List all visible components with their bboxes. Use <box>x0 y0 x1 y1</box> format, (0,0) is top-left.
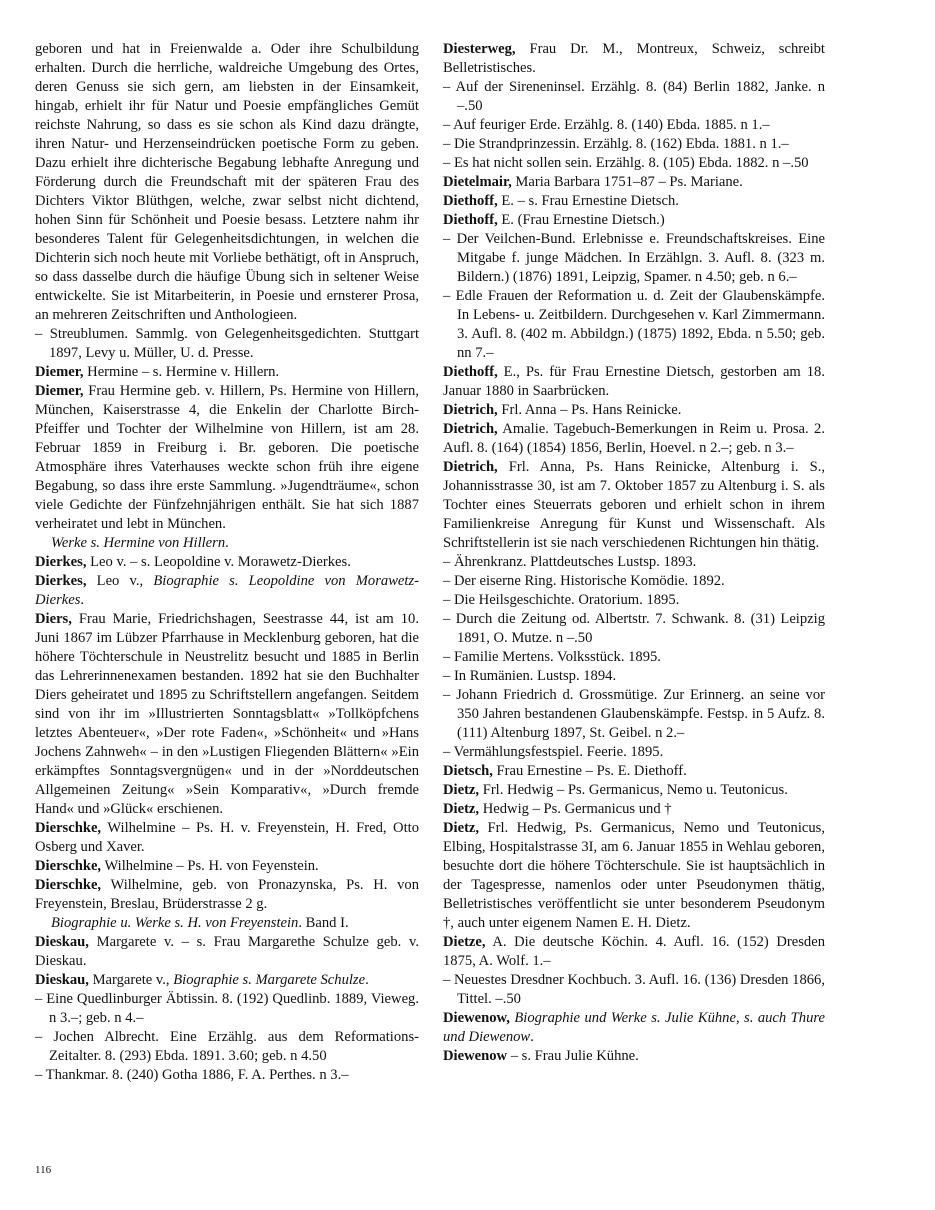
work-listing: – Der Veilchen-Bund. Erlebnisse e. Freundschaftskreises. Eine Mitgabe f. junge Mädchen. In Erzählgn. 3. Aufl. 8. (323 m. Bildern.) (1876) 1891, Leipzig, Spamer. n 4.50; geb. n 6.– <box>443 231 825 285</box>
dictionary-entry: Dierschke, Wilhelmine – Ps. H. v. Freyenstein, H. Fred, Otto Osberg und Xaver. <box>35 820 419 855</box>
dictionary-entry: Diers, Frau Marie, Friedrichshagen, Seestrasse 44, ist am 10. Juni 1867 im Lübzer Pfarrhause in Mecklenburg geboren, hat die höhere Töchterschule in Neustrelitz besucht und 1885 in Berlin das Lehrerinnenexamen bestanden. 1892 hat sie den Buchhalter Diers geheiratet und 1895 zu Schriftstellern angefangen. Seitdem sind von ihr im »Illustrierten Sonntagsblatt« »Tollköpfchens letztes Abenteuer«, »Der rote Faden«, »Schönheit« und »Hans Jochens Zahnweh« – in den »Lustigen Fliegenden Blättern« »Ein erkämpftes Sonntagsvergnügen« und in der »Norddeutschen Allgemeinen Zeitung« »Sein Komparativ«, »Durch fremde Hand« und »Glück« erschienen. <box>35 611 419 817</box>
dictionary-entry: Dieskau, Margarete v., Biographie s. Margarete Schulze. <box>35 972 369 988</box>
dictionary-entry: Dietz, Frl. Hedwig – Ps. Germanicus, Nemo u. Teutonicus. <box>443 782 788 798</box>
dictionary-entry: Dierschke, Wilhelmine, geb. von Pronazynska, Ps. H. von Freyenstein, Breslau, Brüderstrasse 2 g. <box>35 877 419 912</box>
dictionary-entry: Dietrich, Amalie. Tagebuch-Bemerkungen in Reim u. Prosa. 2. Aufl. 8. (164) (1854) 1856, Berlin, Hoevel. n 2.–; geb. n 3.– <box>443 421 825 456</box>
dictionary-entry: Dietsch, Frau Ernestine – Ps. E. Diethoff. <box>443 763 687 779</box>
dictionary-entry: Diewenow – s. Frau Julie Kühne. <box>443 1048 639 1064</box>
dictionary-entry: Dierkes, Leo v. – s. Leopoldine v. Morawetz-Dierkes. <box>35 554 351 570</box>
entry-headword: Dietz, <box>443 801 480 817</box>
dictionary-entry: Diethoff, E. (Frau Ernestine Dietsch.) <box>443 212 665 228</box>
work-listing: – Auf der Sireneninsel. Erzählg. 8. (84) Berlin 1882, Janke. n –.50 <box>443 79 825 114</box>
entry-headword: Dietze, <box>443 934 486 950</box>
entry-headword: Diewenow, <box>443 1010 510 1026</box>
work-listing: – Familie Mertens. Volksstück. 1895. <box>443 649 661 665</box>
entry-headword: Diewenow <box>443 1048 508 1064</box>
entry-headword: Diemer, <box>35 364 84 380</box>
work-listing: – Johann Friedrich d. Grossmütige. Zur Erinnerg. an seine vor 350 Jahren bestandenen Glaubenskämpfe. Festsp. in 5 Aufz. 8. (111) Altenburg 1897, St. Geibel. n 2.– <box>443 687 825 741</box>
work-listing: – Ährenkranz. Plattdeutsches Lustsp. 1893. <box>443 554 697 570</box>
dictionary-entry: Diethoff, E. – s. Frau Ernestine Dietsch. <box>443 193 679 209</box>
dictionary-entry: Diemer, Frau Hermine geb. v. Hillern, Ps. Hermine von Hillern, München, Kaiserstrasse 4, die Enkelin der Charlotte Birch-Pfeiffer und Tochter der Wilhelmine von Hillern, ist am 28. Februar 1859 in Freiburg i. Br. geboren. Die poetische Atmosphäre ihres Vaterhauses weckte schon früh ihre eigene Begabung, so dass ihre erste Sammlung. »Jugendträume«, schon viele Gedichte der Fünfzehnjährigen enthält. Sie hat sich 1887 verheiratet und lebt in München. <box>35 383 419 532</box>
work-listing: – Der eiserne Ring. Historische Komödie. 1892. <box>443 573 725 589</box>
work-listing: – Auf feuriger Erde. Erzählg. 8. (140) Ebda. 1885. n 1.– <box>443 117 770 133</box>
dictionary-entry: Dietrich, Frl. Anna, Ps. Hans Reinicke, Altenburg i. S., Johannisstrasse 30, ist am 7. Oktober 1857 zu Altenburg i. S. als Tochter eines Steuerrats geboren und erhielt schon in ihrem Familienkreise Anregung für Kunst und Wissenschaft. Als Schriftstellerin ist sie nach verschiedenen Richtungen hin thätig. <box>443 459 825 551</box>
work-listing: – In Rumänien. Lustsp. 1894. <box>443 668 617 684</box>
entry-headword: Diethoff, <box>443 193 498 209</box>
entry-headword: Dietz, <box>443 820 480 836</box>
work-listing: – Die Heilsgeschichte. Oratorium. 1895. <box>443 592 680 608</box>
entry-headword: Dietz, <box>443 782 480 798</box>
work-listing: – Neuestes Dresdner Kochbuch. 3. Aufl. 16. (136) Dresden 1866, Tittel. –.50 <box>443 972 825 1007</box>
work-listing: – Vermählungsfestspiel. Feerie. 1895. <box>443 744 664 760</box>
work-listing: – Durch die Zeitung od. Albertstr. 7. Schwank. 8. (31) Leipzig 1891, O. Mutze. n –.50 <box>443 611 825 646</box>
page-number: 116 <box>35 1164 52 1176</box>
entry-headword: Dietrich, <box>443 421 498 437</box>
cross-reference: Biographie u. Werke s. H. von Freyenstein. Band I. <box>51 915 349 931</box>
entry-headword: Diesterweg, <box>443 41 516 57</box>
dictionary-entry: Diemer, Hermine – s. Hermine v. Hillern. <box>35 364 280 380</box>
dictionary-entry: Diewenow, Biographie und Werke s. Julie Kühne, s. auch Thure und Diewenow. <box>443 1010 825 1045</box>
entry-headword: Dierkes, <box>35 573 87 589</box>
entry-headword: Dierkes, <box>35 554 87 570</box>
dictionary-entry: Dietze, A. Die deutsche Köchin. 4. Aufl. 16. (152) Dresden 1875, A. Wolf. 1.– <box>443 934 825 969</box>
work-listing: – Thankmar. 8. (240) Gotha 1886, F. A. Perthes. n 3.– <box>35 1067 349 1083</box>
entry-headword: Dierschke, <box>35 820 102 836</box>
work-listing: – Streublumen. Sammlg. von Gelegenheitsgedichten. Stuttgart 1897, Levy u. Müller, U. d. Presse. <box>35 326 419 361</box>
entry-headword: Dieskau, <box>35 934 89 950</box>
work-listing: – Es hat nicht sollen sein. Erzählg. 8. (105) Ebda. 1882. n –.50 <box>443 155 809 171</box>
entry-headword: Dietsch, <box>443 763 493 779</box>
entry-headword: Dierschke, <box>35 877 102 893</box>
entry-headword: Diers, <box>35 611 72 627</box>
entry-headword: Diemer, <box>35 383 84 399</box>
entry-headword: Dietrich, <box>443 459 498 475</box>
dictionary-entry: Dierschke, Wilhelmine – Ps. H. von Feyenstein. <box>35 858 319 874</box>
dictionary-entry: Diethoff, E., Ps. für Frau Ernestine Dietsch, gestorben am 18. Januar 1880 in Saarbrücken. <box>443 364 825 399</box>
dictionary-entry: Dietelmair, Maria Barbara 1751–87 – Ps. Mariane. <box>443 174 743 190</box>
paragraph: geboren und hat in Freienwalde a. Oder ihre Schulbildung erhalten. Durch die herrliche, waldreiche Umgebung des Ortes, deren Genuss sie sich gern, am liebsten in der Einsamkeit, hingab, erhielt ihr für Natur und Poesie empfängliches Gemüt reichste Nahrung, so dass es sie schon als Kind dazu drängte, ihren Natur- und Herzenseindrücken poetische Form zu geben. Dazu erhielt ihre dichterische Begabung lebhafte Anregung und Förderung durch die Freundschaft mit der späteren Frau des Dichters Viktor Blüthgen, welche, zwar selbst nicht dichtend, hohen Sinn für Schönheit und Poesie besass. Letztere nahm ihr besonderes Talent für Gelegenheitsdichtungen, in welchen die Dichterin sich noch heute mit Vorliebe bethätigt, oft in Anspruch, so dass dasselbe durch die häufige Übung sich in seltener Weise entwickelte. Sie ist Mitarbeiterin, in Poesie und ernsterer Prosa, an mehreren Zeitschriften und Anthologieen. <box>35 41 419 323</box>
entry-headword: Dietelmair, <box>443 174 512 190</box>
work-listing: – Jochen Albrecht. Eine Erzählg. aus dem Reformations-Zeitalter. 8. (293) Ebda. 1891. 3.60; geb. n 4.50 <box>35 1029 419 1064</box>
cross-reference: Werke s. Hermine von Hillern. <box>51 535 229 551</box>
work-listing: – Die Strandprinzessin. Erzählg. 8. (162) Ebda. 1881. n 1.– <box>443 136 789 152</box>
work-listing: – Edle Frauen der Reformation u. d. Zeit der Glaubenskämpfe. In Lebens- u. Zeitbildern. Durchgesehen v. Karl Zimmermann. 3. Aufl. 8. (402 m. Abbildgn.) (1875) 1892, Ebda. n 5.50; geb. nn 7.– <box>443 288 825 361</box>
entry-headword: Dietrich, <box>443 402 498 418</box>
dictionary-entry: Dietrich, Frl. Anna – Ps. Hans Reinicke. <box>443 402 682 418</box>
entry-headword: Diethoff, <box>443 364 498 380</box>
dictionary-entry: Dierkes, Leo v., Biographie s. Leopoldine von Morawetz-Dierkes. <box>35 573 419 608</box>
dictionary-entry: Dieskau, Margarete v. – s. Frau Margarethe Schulze geb. v. Dieskau. <box>35 934 419 969</box>
dictionary-entry: Dietz, Frl. Hedwig, Ps. Germanicus, Nemo und Teutonicus, Elbing, Hospitalstrasse 3I, am 6. Januar 1855 in Wehlau geboren, besuchte dort die höhere Töchterschule. Sie ist hauptsächlich in der Tagespresse, namenlos oder unter Pseudonymen thätig, Belletristisches veröffentlicht sie unter besonderem Pseudonym †, auch unter eigenem Namen E. H. Dietz. <box>443 820 825 931</box>
work-listing: – Eine Quedlinburger Äbtissin. 8. (192) Quedlinb. 1889, Vieweg. n 3.–; geb. n 4.– <box>35 991 419 1026</box>
entry-headword: Dierschke, <box>35 858 102 874</box>
entry-headword: Diethoff, <box>443 212 498 228</box>
right-column <box>443 40 825 1066</box>
dictionary-entry: Dietz, Hedwig – Ps. Germanicus und † <box>443 801 672 817</box>
entry-headword: Dieskau, <box>35 972 89 988</box>
left-column <box>35 40 419 1085</box>
dictionary-entry: Diesterweg, Frau Dr. M., Montreux, Schweiz, schreibt Belletristisches. <box>443 41 825 76</box>
